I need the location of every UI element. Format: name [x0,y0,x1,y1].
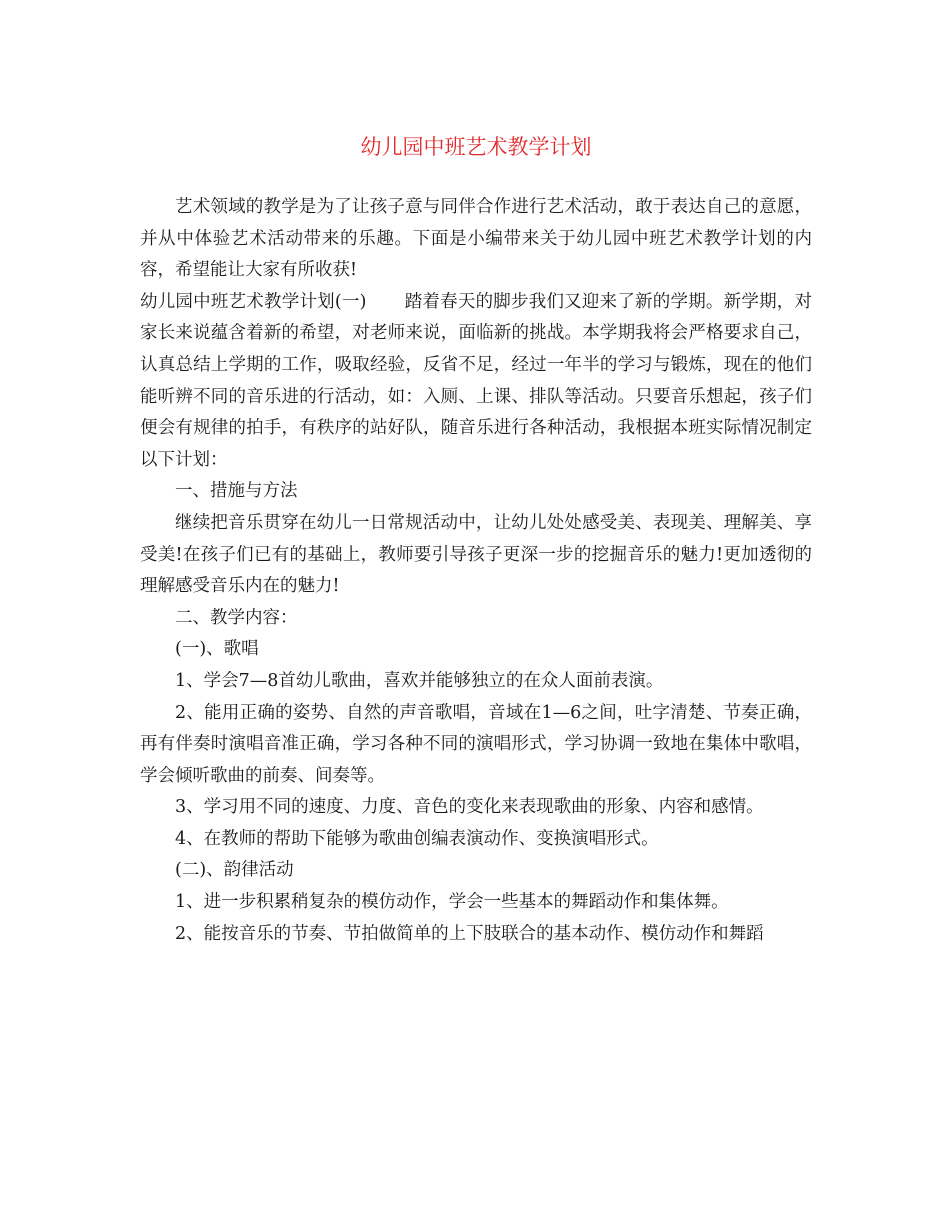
list-item: 1、进一步积累稍复杂的模仿动作，学会一些基本的舞蹈动作和集体舞。 [175,892,729,913]
part-paragraph [140,287,812,477]
list-item: 1、学会7—8首幼儿歌曲，喜欢并能够独立的在众人面前表演。 [175,670,664,691]
part-heading: 幼儿园中班艺术教学计划(一) [140,291,367,312]
part-lead-text: 踏着春天的脚步我们又迎来了新的学期。新学期，对家长来说蕴含着新的希望，对老师来说，面临新的挑战。本学期我将会严格要求自己，认真总结上学期的工作，吸取经验，反省不足，经过一年半的学习与锻炼，现在的他们能听辨不同的音乐进的行活动，如：入厕、上课、排队等活动。只要音乐想起，孩子们便会有规律的拍手，有秩序的站好队，随音乐进行各种活动，我根据本班实际情况制定以下计划： [140,291,813,470]
intro-paragraph: 艺术领域的教学是为了让孩子意与同伴合作进行艺术活动，敢于表达自己的意愿，并从中体验艺术活动带来的乐趣。下面是小编带来关于幼儿园中班艺术教学计划的内容，希望能让大家有所收获! [140,197,812,281]
subsection1-heading: (一)、歌唱 [175,639,259,660]
section1-paragraph: 继续把音乐贯穿在幼儿一日常规活动中，让幼儿处处感受美、表现美、理解美、享受美!在孩子们已有的基础上，教师要引导孩子更深一步的挖掘音乐的魅力!更加透彻的理解感受音乐内在的魅力! [140,512,812,597]
section2-heading: 二、教学内容： [175,607,298,628]
list-item: 3、学习用不同的速度、力度、音色的变化来表现歌曲的形象、内容和感情。 [175,797,764,818]
list-item: 4、在教师的帮助下能够为歌曲创编表演动作、变换演唱形式。 [175,828,659,849]
subsection2-heading: (二)、韵律活动 [175,860,294,881]
list-item: 2、能用正确的姿势、自然的声音歌唱，音域在1—6之间，吐字清楚、节奏正确，再有伴奏时演唱音准正确，学习各种不同的演唱形式，学习协调一致地在集体中歌唱，学会倾听歌曲的前奏、间奏等。 [140,702,812,786]
list-item: 2、能按音乐的节奏、节拍做简单的上下肢联合的基本动作、模仿动作和舞蹈 [175,923,764,944]
section1-heading: 一、措施与方法 [175,481,298,502]
document-body [140,192,812,950]
document-title: 幼儿园中班艺术教学计划 [360,135,592,159]
